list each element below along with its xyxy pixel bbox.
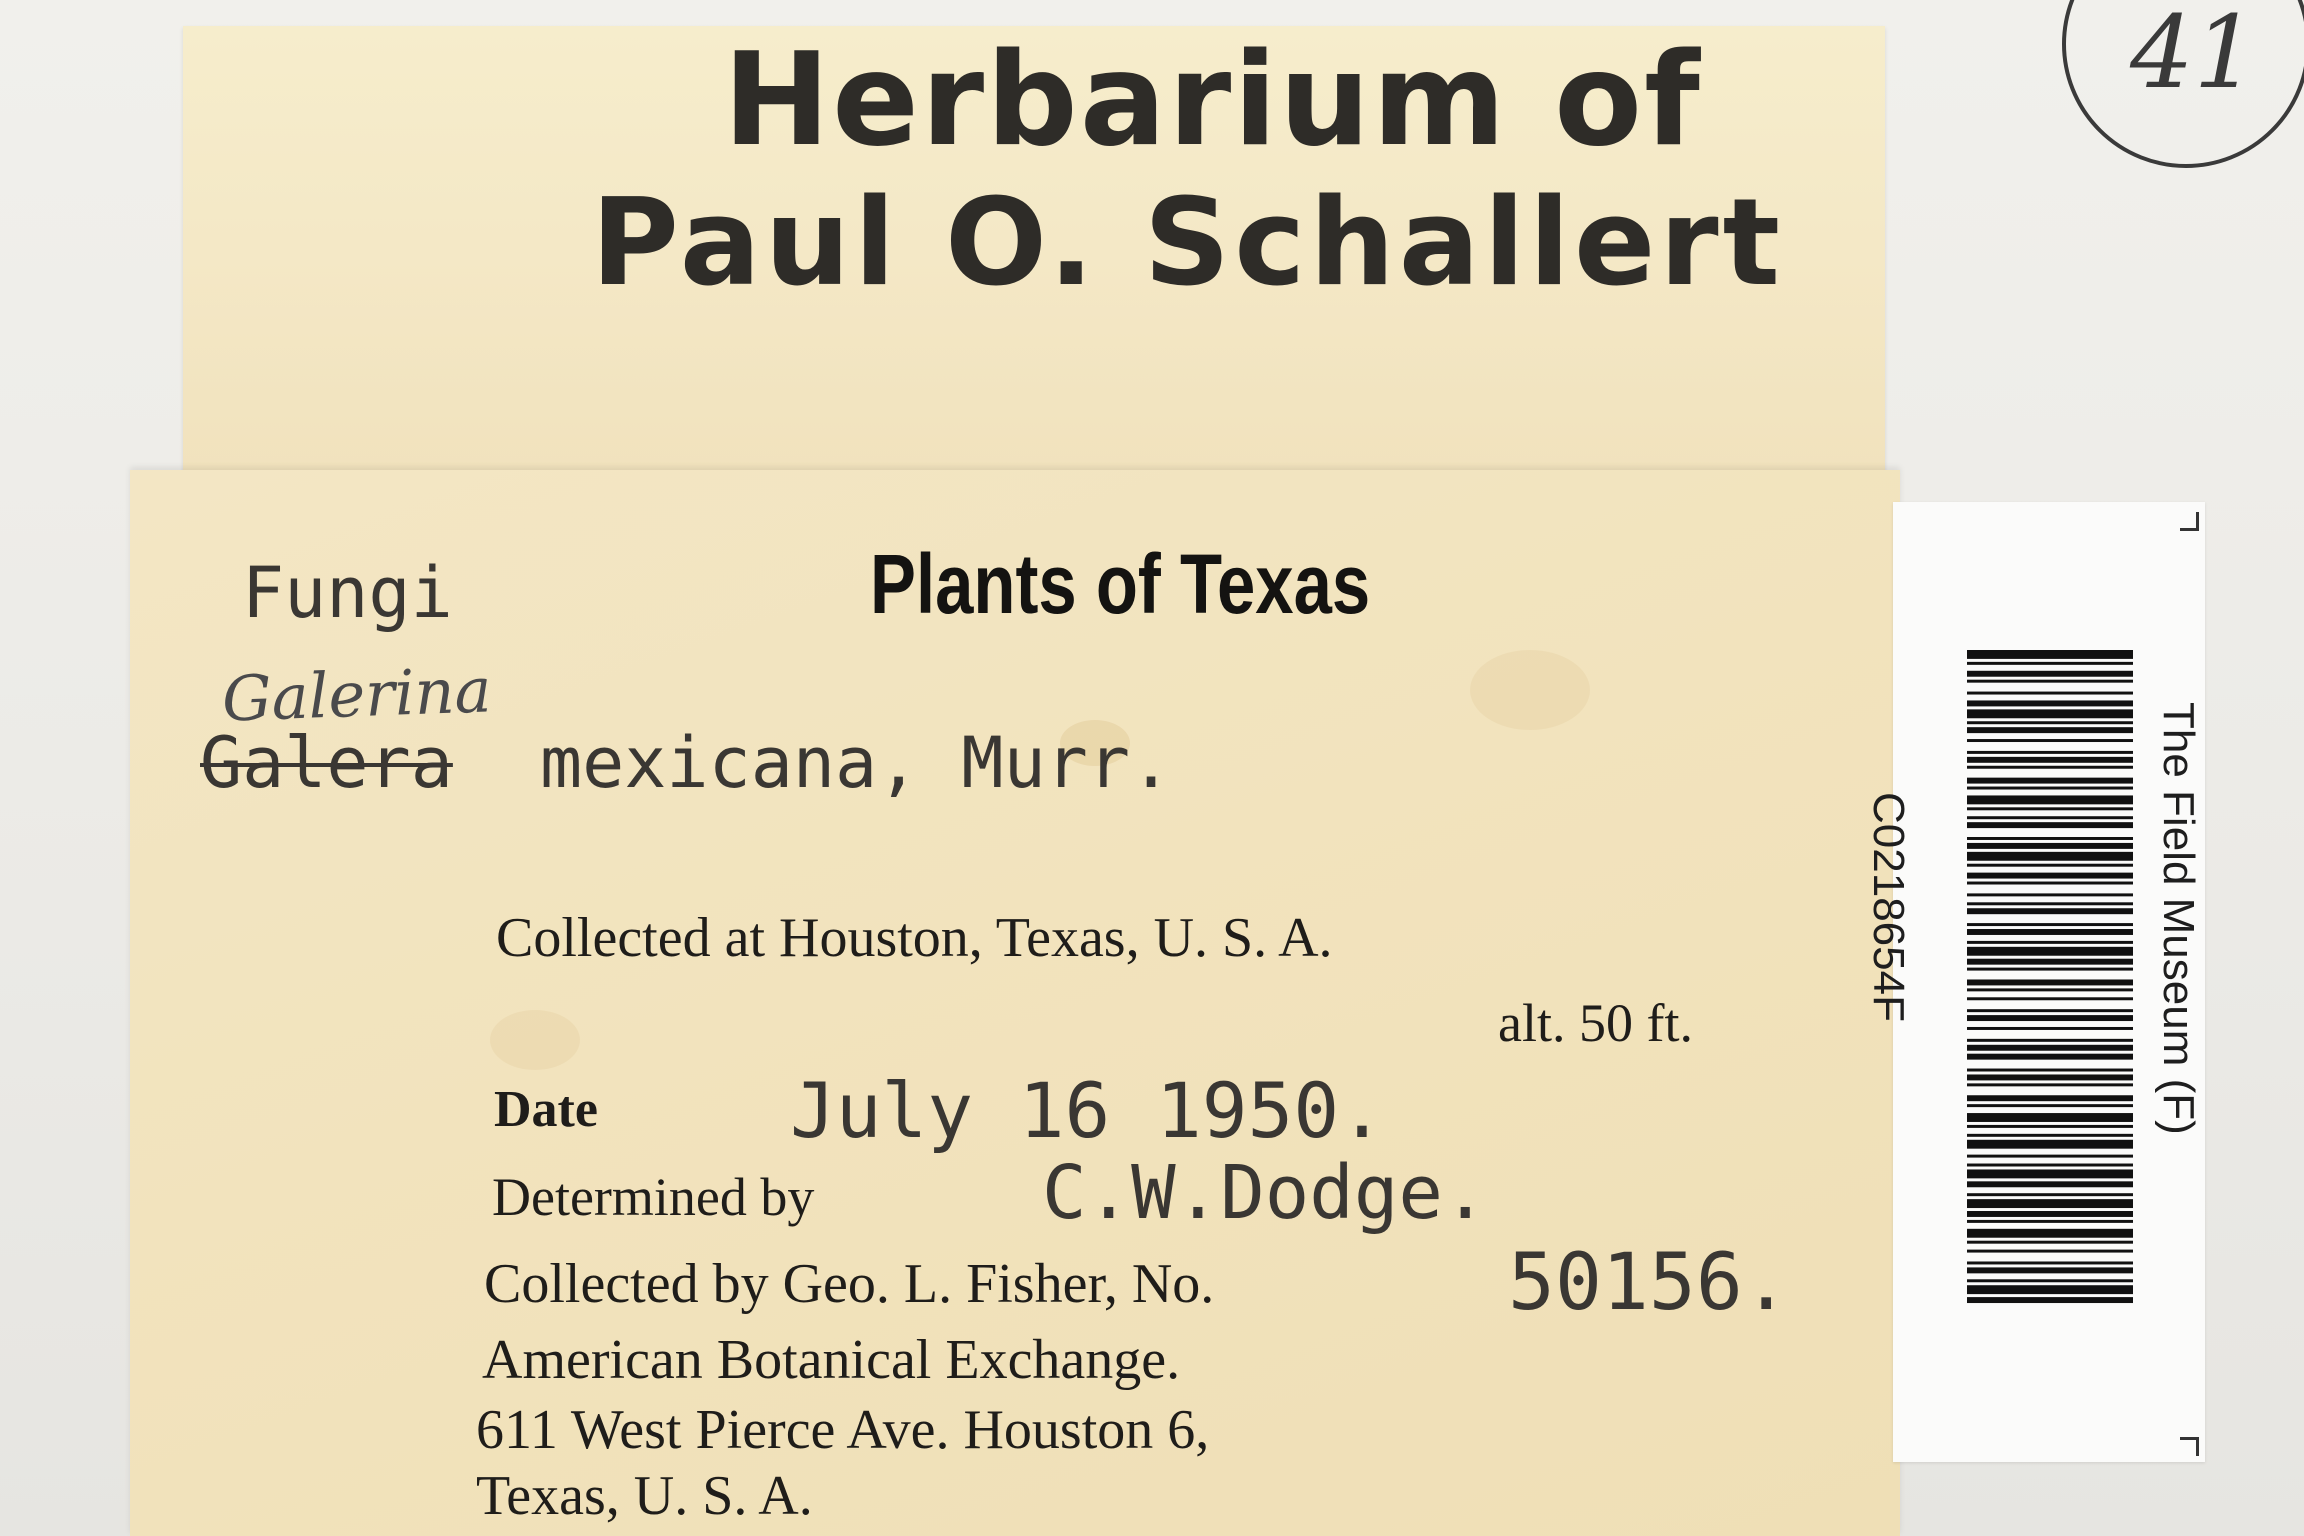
barcode-bar bbox=[1967, 1169, 2133, 1178]
corner-number: 41 bbox=[2130, 0, 2258, 111]
barcode-bar bbox=[1967, 979, 2133, 985]
barcode-bar bbox=[1967, 1009, 2133, 1012]
label-title: Plants of Texas bbox=[870, 537, 1371, 631]
paper-stain bbox=[1470, 650, 1590, 730]
collection-locality: Collected at Houston, Texas, U. S. A. bbox=[496, 907, 1333, 969]
barcode-bar bbox=[1967, 739, 2133, 742]
barcode-bar bbox=[1967, 1199, 2133, 1208]
species-epithet: mexicana, Murr. bbox=[540, 722, 1173, 804]
barcode-bar bbox=[1967, 692, 2133, 695]
exchange-country: Texas, U. S. A. bbox=[476, 1465, 813, 1527]
altitude: alt. 50 ft. bbox=[1498, 993, 1693, 1053]
barcode-bar bbox=[1967, 650, 2133, 659]
barcode-bar bbox=[1967, 757, 2133, 763]
barcode-bar bbox=[1967, 882, 2133, 885]
barcode bbox=[1967, 650, 2133, 1306]
barcode-bar bbox=[1967, 929, 2133, 935]
exchange-name: American Botanical Exchange. bbox=[482, 1329, 1181, 1391]
museum-name: The Field Museum (F) bbox=[2154, 702, 2203, 1135]
barcode-bar bbox=[1967, 947, 2133, 956]
barcode-bar bbox=[1967, 997, 2133, 1000]
barcode-bar bbox=[1967, 1261, 2133, 1264]
barcode-bar bbox=[1967, 852, 2133, 861]
barcode-bar bbox=[1967, 1211, 2133, 1217]
barcode-tag bbox=[1864, 502, 2205, 1462]
barcode-bar bbox=[1967, 816, 2133, 819]
barcode-bar bbox=[1967, 751, 2133, 754]
barcode-bar bbox=[1967, 662, 2133, 665]
handwritten-genus-correction: Galerina bbox=[220, 653, 493, 736]
specimen-label bbox=[130, 470, 1900, 1536]
barcode-bar bbox=[1967, 1279, 2133, 1282]
barcode-bar bbox=[1967, 1069, 2133, 1072]
barcode-bar bbox=[1967, 721, 2133, 724]
barcode-bar bbox=[1967, 787, 2133, 790]
determined-by-label: Determined by bbox=[492, 1167, 815, 1227]
barcode-bar bbox=[1967, 680, 2133, 683]
barcode-bar bbox=[1967, 1104, 2133, 1107]
barcode-bar bbox=[1967, 671, 2133, 677]
barcode-bar bbox=[1967, 893, 2133, 896]
crop-mark bbox=[2180, 1437, 2199, 1456]
collector-line: Collected by Geo. L. Fisher, No. bbox=[484, 1253, 1215, 1315]
barcode-bar bbox=[1967, 908, 2133, 914]
barcode-bar bbox=[1967, 1045, 2133, 1051]
barcode-bar bbox=[1967, 959, 2133, 965]
barcode-bar bbox=[1967, 1015, 2133, 1021]
barcode-bar bbox=[1967, 1220, 2133, 1223]
collection-date: July 16 1950. bbox=[790, 1066, 1385, 1155]
barcode-bar bbox=[1967, 988, 2133, 991]
barcode-bar bbox=[1967, 700, 2133, 706]
barcode-bar bbox=[1967, 1250, 2133, 1253]
circled-number-mark bbox=[2062, 0, 2304, 168]
barcode-bar bbox=[1967, 1267, 2133, 1273]
barcode-bar bbox=[1967, 843, 2133, 849]
herbarium-header-label bbox=[183, 26, 1885, 478]
struck-genus: Galera bbox=[200, 722, 453, 804]
barcode-bar bbox=[1967, 902, 2133, 905]
barcode-bar bbox=[1967, 864, 2133, 867]
taxon-group: Fungi bbox=[242, 552, 453, 634]
exchange-address: 611 West Pierce Ave. Houston 6, bbox=[476, 1399, 1210, 1461]
barcode-bar bbox=[1967, 873, 2133, 879]
herbarium-owner: Paul O. Schallert bbox=[591, 174, 1784, 313]
barcode-bar bbox=[1967, 1074, 2133, 1080]
herbarium-title: Herbarium of bbox=[723, 26, 1702, 175]
determiner-name: C.W.Dodge. bbox=[1042, 1150, 1488, 1236]
crop-mark bbox=[2180, 512, 2199, 531]
barcode-bar bbox=[1967, 837, 2133, 840]
barcode-bar bbox=[1967, 1083, 2133, 1086]
barcode-bar bbox=[1967, 727, 2133, 733]
barcode-bar bbox=[1967, 1134, 2133, 1137]
barcode-bar bbox=[1967, 1125, 2133, 1128]
paper-stain bbox=[490, 1010, 580, 1070]
barcode-bar bbox=[1967, 778, 2133, 784]
barcode-bar bbox=[1967, 1027, 2133, 1030]
barcode-bar bbox=[1967, 766, 2133, 769]
catalog-number: C0218654F bbox=[1864, 792, 1913, 1022]
barcode-bar bbox=[1967, 923, 2133, 926]
barcode-bar bbox=[1967, 1229, 2133, 1238]
barcode-bar bbox=[1967, 968, 2133, 971]
barcode-bar bbox=[1967, 1297, 2133, 1303]
barcode-bar bbox=[1967, 1039, 2133, 1042]
barcode-bar bbox=[1967, 1054, 2133, 1060]
barcode-bar bbox=[1967, 1140, 2133, 1149]
barcode-bar bbox=[1967, 709, 2133, 718]
barcode-bar bbox=[1967, 1113, 2133, 1122]
barcode-bar bbox=[1967, 1193, 2133, 1196]
collection-number: 50156. bbox=[1508, 1238, 1790, 1328]
barcode-bar bbox=[1967, 807, 2133, 810]
barcode-bar bbox=[1967, 1164, 2133, 1167]
barcode-bar bbox=[1967, 1155, 2133, 1158]
barcode-bar bbox=[1967, 1181, 2133, 1187]
barcode-bar bbox=[1967, 1285, 2133, 1294]
barcode-bar bbox=[1967, 822, 2133, 828]
barcode-bar bbox=[1967, 1241, 2133, 1244]
barcode-bar bbox=[1967, 941, 2133, 944]
barcode-bar bbox=[1967, 1095, 2133, 1101]
barcode-bar bbox=[1967, 795, 2133, 804]
date-label: Date bbox=[494, 1081, 598, 1138]
